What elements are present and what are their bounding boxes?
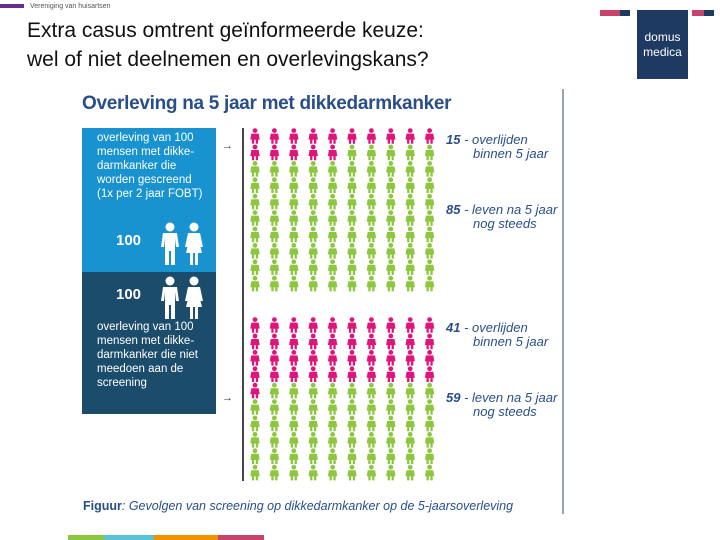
slide-header (0, 0, 720, 84)
screened-survivor-person-icon (405, 145, 414, 161)
association-label: Vereniging van huisartsen (30, 3, 111, 10)
not-screened-death-person-icon (386, 317, 395, 333)
not-screened-survivor-person-icon (309, 399, 318, 415)
not-screened-survivor-person-icon (347, 416, 356, 432)
screened-survivor-person-icon (289, 194, 298, 210)
not-screened-survivor-person-icon (405, 383, 414, 399)
not-screened-survivor-person-icon (347, 383, 356, 399)
screened-survivor-person-icon (367, 177, 376, 193)
screened-survivor-person-icon (347, 194, 356, 210)
screened-survivor-person-icon (270, 259, 279, 275)
screened-survivor-person-icon (347, 177, 356, 193)
screened-survivor-person-icon (250, 227, 259, 243)
screened-description (97, 131, 202, 201)
screened-survivor-person-icon (386, 194, 395, 210)
divider-line (242, 128, 244, 481)
not-screened-survivor-person-icon (250, 448, 259, 464)
not-screened-survivor-person-icon (309, 416, 318, 432)
not-screened-survivor-person-icon (347, 465, 356, 481)
not-screened-death-person-icon (250, 366, 259, 382)
screened-survivor-person-icon (367, 243, 376, 259)
screened-survivor-person-icon (309, 259, 318, 275)
not-screened-death-person-icon (405, 350, 414, 366)
not-screened-survivor-person-icon (367, 416, 376, 432)
screened-survivor-person-icon (405, 276, 414, 292)
screened-survivor-person-icon (425, 210, 434, 226)
screened-survivor-person-icon (328, 194, 337, 210)
screened-death-person-icon (328, 145, 337, 161)
screened-survivor-person-icon (328, 161, 337, 177)
not-screened-line: darmkanker die niet (97, 349, 198, 361)
screened-survivor-person-icon (328, 243, 337, 259)
not-screened-death-person-icon (270, 334, 279, 350)
screened-survivor-person-icon (347, 145, 356, 161)
not-screened-survivor-person-icon (250, 399, 259, 415)
not-screened-line: mensen met dikke- (97, 335, 195, 347)
screened-survivor-person-icon (367, 227, 376, 243)
not-screened-survivor-person-icon (289, 448, 298, 464)
not-screened-survivor-person-icon (309, 383, 318, 399)
screened-survivor-person-icon (270, 210, 279, 226)
not-screened-survivor-person-icon (425, 399, 434, 415)
screened-survivor-person-icon (309, 210, 318, 226)
screened-death-person-icon (309, 128, 318, 144)
screened-death-person-icon (405, 128, 414, 144)
not-screened-survivor-person-icon (386, 432, 395, 448)
not-screened-death-person-icon (347, 366, 356, 382)
not-screened-survivor-person-icon (367, 399, 376, 415)
header-strip-1 (600, 10, 620, 16)
association-line (0, 4, 24, 8)
screened-deaths-label (446, 133, 548, 161)
screened-survivor-person-icon (289, 177, 298, 193)
slide-title (27, 16, 429, 74)
not-screened-death-person-icon (347, 350, 356, 366)
not-screened-survivor-person-icon (405, 465, 414, 481)
figure-caption (83, 499, 513, 513)
not-screened-survivors-text: - leven na 5 jaar (464, 390, 558, 405)
not-screened-line: screening (97, 377, 147, 389)
not-screened-death-person-icon (425, 366, 434, 382)
screened-survivor-person-icon (289, 210, 298, 226)
screened-survivors-text: - leven na 5 jaar (464, 202, 558, 217)
screened-survivor-person-icon (328, 177, 337, 193)
not-screened-survivor-person-icon (289, 465, 298, 481)
screened-survivor-person-icon (425, 259, 434, 275)
screened-death-person-icon (289, 145, 298, 161)
screened-death-person-icon (250, 128, 259, 144)
screened-survivor-person-icon (250, 276, 259, 292)
screened-survivor-person-icon (425, 194, 434, 210)
screened-survivor-person-icon (289, 259, 298, 275)
not-screened-survivor-person-icon (405, 432, 414, 448)
screened-death-person-icon (289, 128, 298, 144)
screened-survivor-person-icon (309, 161, 318, 177)
not-screened-death-person-icon (289, 317, 298, 333)
screened-survivor-person-icon (250, 161, 259, 177)
screened-death-person-icon (425, 128, 434, 144)
not-screened-survivors-number: 59 (446, 390, 461, 405)
screened-survivor-person-icon (270, 161, 279, 177)
not-screened-death-person-icon (270, 366, 279, 382)
screened-survivor-person-icon (250, 243, 259, 259)
not-screened-death-person-icon (347, 317, 356, 333)
logo-line-1: domus (644, 30, 681, 44)
screened-death-person-icon (270, 145, 279, 161)
slide-title-line-1: Extra casus omtrent geïnformeerde keuze: (27, 19, 424, 42)
female-person-icon (184, 222, 204, 266)
screened-survivor-person-icon (386, 227, 395, 243)
screened-line: darmkanker die (97, 160, 177, 172)
not-screened-death-person-icon (270, 350, 279, 366)
not-screened-survivor-person-icon (289, 416, 298, 432)
not-screened-survivor-person-icon (405, 399, 414, 415)
screened-survivor-person-icon (405, 243, 414, 259)
not-screened-survivor-person-icon (347, 448, 356, 464)
not-screened-death-person-icon (250, 350, 259, 366)
not-screened-survivor-person-icon (347, 432, 356, 448)
screened-survivor-person-icon (347, 210, 356, 226)
not-screened-death-person-icon (309, 334, 318, 350)
not-screened-death-person-icon (309, 366, 318, 382)
arrow-icon: → (222, 140, 233, 152)
screened-death-person-icon (309, 145, 318, 161)
not-screened-death-person-icon (425, 350, 434, 366)
screened-survivor-person-icon (270, 276, 279, 292)
not-screened-description (97, 320, 198, 390)
not-screened-death-person-icon (347, 334, 356, 350)
not-screened-survivor-person-icon (425, 383, 434, 399)
screened-survivor-person-icon (367, 161, 376, 177)
not-screened-survivor-person-icon (425, 448, 434, 464)
not-screened-survivor-person-icon (309, 448, 318, 464)
not-screened-survivor-person-icon (347, 399, 356, 415)
infographic-title: Overleving na 5 jaar met dikkedarmkanker (82, 93, 452, 114)
screened-survivor-person-icon (425, 276, 434, 292)
not-screened-death-person-icon (425, 334, 434, 350)
screened-survivor-person-icon (270, 194, 279, 210)
not-screened-death-person-icon (328, 366, 337, 382)
screened-survivor-person-icon (386, 210, 395, 226)
screened-survivor-person-icon (328, 276, 337, 292)
screened-survivor-person-icon (386, 161, 395, 177)
not-screened-death-person-icon (270, 317, 279, 333)
screened-survivors-label (446, 203, 557, 231)
not-screened-survivor-person-icon (328, 432, 337, 448)
screened-survivor-person-icon (250, 194, 259, 210)
not-screened-survivors-label (446, 391, 557, 419)
screened-death-person-icon (328, 128, 337, 144)
not-screened-survivor-person-icon (270, 448, 279, 464)
arrow-icon: → (222, 392, 233, 404)
screened-deaths-text: - overlijden (464, 132, 528, 147)
not-screened-survivors-text-2: nog steeds (473, 404, 537, 419)
not-screened-death-person-icon (405, 366, 414, 382)
screened-death-person-icon (250, 145, 259, 161)
screened-survivor-person-icon (405, 227, 414, 243)
not-screened-survivor-person-icon (289, 383, 298, 399)
caption-text: : Gevolgen van screening op dikkedarmkanker op de 5-jaarsoverleving (121, 499, 514, 513)
screened-survivor-person-icon (386, 276, 395, 292)
not-screened-survivor-person-icon (250, 416, 259, 432)
header-strip-2 (620, 10, 630, 16)
screened-survivor-person-icon (425, 161, 434, 177)
screened-survivor-person-icon (289, 276, 298, 292)
screened-survivor-person-icon (347, 227, 356, 243)
screened-survivor-person-icon (309, 276, 318, 292)
not-screened-people-grid (246, 317, 446, 481)
screened-survivor-person-icon (250, 259, 259, 275)
screened-death-person-icon (347, 128, 356, 144)
screened-line: overleving van 100 (97, 132, 194, 144)
not-screened-survivor-person-icon (367, 448, 376, 464)
footer-strip-3 (154, 535, 218, 540)
not-screened-death-person-icon (425, 317, 434, 333)
screened-survivor-person-icon (270, 227, 279, 243)
screened-survivor-person-icon (289, 243, 298, 259)
not-screened-death-person-icon (367, 317, 376, 333)
not-screened-survivor-person-icon (309, 465, 318, 481)
screened-survivor-person-icon (309, 227, 318, 243)
not-screened-survivor-person-icon (328, 465, 337, 481)
not-screened-survivor-person-icon (328, 383, 337, 399)
footer-strip-4 (218, 535, 264, 540)
not-screened-death-person-icon (328, 350, 337, 366)
not-screened-survivor-person-icon (309, 432, 318, 448)
screened-survivor-person-icon (347, 243, 356, 259)
not-screened-survivor-person-icon (386, 416, 395, 432)
screened-survivor-person-icon (386, 177, 395, 193)
screened-death-person-icon (386, 128, 395, 144)
not-screened-deaths-number: 41 (446, 320, 461, 335)
not-screened-death-person-icon (386, 366, 395, 382)
screened-survivor-person-icon (250, 177, 259, 193)
screened-line: worden gescreend (97, 174, 192, 186)
not-screened-survivor-person-icon (425, 465, 434, 481)
not-screened-survivor-person-icon (270, 465, 279, 481)
not-screened-death-person-icon (367, 350, 376, 366)
slide-title-line-2: wel of niet deelnemen en overlevingskans? (27, 48, 429, 71)
not-screened-death-person-icon (309, 317, 318, 333)
not-screened-death-person-icon (250, 383, 259, 399)
not-screened-survivor-person-icon (328, 399, 337, 415)
screened-survivor-person-icon (309, 194, 318, 210)
screened-survivor-person-icon (405, 210, 414, 226)
not-screened-survivor-person-icon (405, 448, 414, 464)
screened-survivor-person-icon (405, 194, 414, 210)
not-screened-death-person-icon (405, 317, 414, 333)
screened-survivor-person-icon (405, 161, 414, 177)
not-screened-survivor-person-icon (270, 383, 279, 399)
not-screened-survivor-person-icon (250, 432, 259, 448)
screened-survivor-person-icon (367, 194, 376, 210)
screened-survivor-person-icon (289, 227, 298, 243)
screened-survivor-person-icon (386, 259, 395, 275)
screened-survivor-person-icon (328, 210, 337, 226)
screened-survivor-person-icon (367, 276, 376, 292)
not-screened-survivor-person-icon (289, 432, 298, 448)
not-screened-survivor-person-icon (425, 432, 434, 448)
screened-survivor-person-icon (386, 243, 395, 259)
screened-survivor-person-icon (289, 161, 298, 177)
screened-survivor-person-icon (347, 259, 356, 275)
not-screened-death-person-icon (367, 334, 376, 350)
not-screened-survivor-person-icon (289, 399, 298, 415)
screened-survivor-person-icon (309, 177, 318, 193)
not-screened-survivor-person-icon (386, 383, 395, 399)
not-screened-survivor-person-icon (405, 416, 414, 432)
not-screened-deaths-text: - overlijden (464, 320, 528, 335)
screened-survivor-person-icon (367, 145, 376, 161)
not-screened-survivor-person-icon (367, 465, 376, 481)
screened-death-person-icon (367, 128, 376, 144)
not-screened-death-person-icon (309, 350, 318, 366)
not-screened-survivor-person-icon (328, 416, 337, 432)
screened-survivor-person-icon (405, 259, 414, 275)
not-screened-count: 100 (116, 286, 142, 303)
screened-survivors-text-2: nog steeds (473, 216, 537, 231)
not-screened-survivor-person-icon (328, 448, 337, 464)
screened-survivor-person-icon (309, 243, 318, 259)
not-screened-death-person-icon (289, 334, 298, 350)
caption-prefix: Figuur (83, 499, 122, 513)
not-screened-death-person-icon (328, 334, 337, 350)
screened-survivor-person-icon (425, 243, 434, 259)
not-screened-line: meedoen aan de (97, 363, 184, 375)
screened-survivor-person-icon (425, 145, 434, 161)
screened-deaths-number: 15 (446, 132, 461, 147)
not-screened-death-person-icon (250, 334, 259, 350)
not-screened-death-person-icon (367, 366, 376, 382)
not-screened-survivor-person-icon (367, 383, 376, 399)
screened-death-person-icon (270, 128, 279, 144)
not-screened-deaths-text-2: binnen 5 jaar (473, 334, 549, 349)
domus-medica-logo (637, 10, 688, 79)
screened-survivor-person-icon (347, 161, 356, 177)
screened-count: 100 (116, 232, 142, 249)
screened-line: (1x per 2 jaar FOBT) (97, 188, 203, 200)
screened-survivor-person-icon (405, 177, 414, 193)
not-screened-death-person-icon (289, 366, 298, 382)
screened-survivor-person-icon (270, 243, 279, 259)
screened-survivor-person-icon (328, 227, 337, 243)
not-screened-survivor-person-icon (386, 465, 395, 481)
not-screened-death-person-icon (386, 350, 395, 366)
not-screened-death-person-icon (289, 350, 298, 366)
female-person-icon (184, 276, 204, 320)
not-screened-death-person-icon (250, 317, 259, 333)
footer-strip-1 (68, 535, 104, 540)
screened-survivor-person-icon (250, 210, 259, 226)
screened-survivor-person-icon (425, 177, 434, 193)
not-screened-death-person-icon (386, 334, 395, 350)
screened-people-grid (246, 128, 446, 292)
not-screened-survivor-person-icon (425, 416, 434, 432)
not-screened-survivor-person-icon (270, 416, 279, 432)
not-screened-line: overleving van 100 (97, 321, 194, 333)
not-screened-death-person-icon (328, 317, 337, 333)
logo-line-2: medica (643, 45, 682, 59)
not-screened-survivor-person-icon (270, 432, 279, 448)
not-screened-survivor-person-icon (270, 399, 279, 415)
header-strip-3 (692, 10, 704, 16)
screened-survivor-person-icon (270, 177, 279, 193)
screened-survivor-person-icon (328, 259, 337, 275)
not-screened-survivor-person-icon (386, 448, 395, 464)
male-person-icon (160, 276, 180, 320)
screened-survivor-person-icon (367, 210, 376, 226)
screened-survivor-person-icon (386, 145, 395, 161)
header-strip-4 (704, 10, 714, 16)
screened-line: mensen met dikke- (97, 146, 195, 158)
male-person-icon (160, 222, 180, 266)
not-screened-survivor-person-icon (386, 399, 395, 415)
not-screened-survivor-person-icon (250, 465, 259, 481)
screened-deaths-text-2: binnen 5 jaar (473, 146, 549, 161)
screened-survivor-person-icon (347, 276, 356, 292)
screened-survivors-number: 85 (446, 202, 461, 217)
not-screened-deaths-label (446, 321, 548, 349)
not-screened-survivor-person-icon (367, 432, 376, 448)
footer-strip-2 (104, 535, 154, 540)
not-screened-death-person-icon (405, 334, 414, 350)
screened-survivor-person-icon (367, 259, 376, 275)
screened-survivor-person-icon (425, 227, 434, 243)
